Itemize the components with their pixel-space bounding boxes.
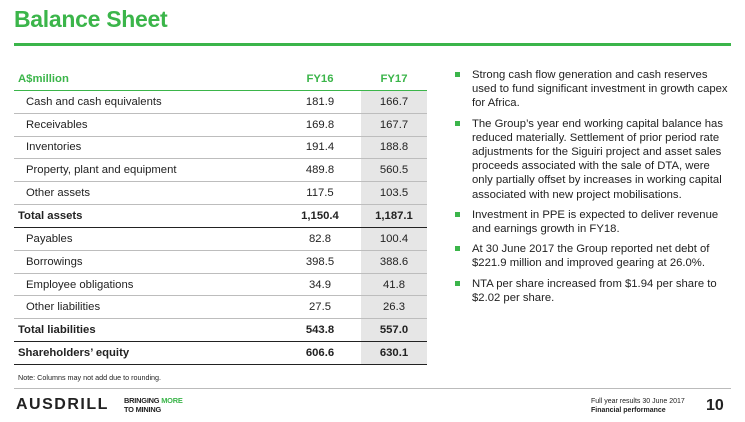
cell-fy16: 606.6 bbox=[305, 347, 335, 360]
list-item bbox=[454, 68, 732, 111]
total-row bbox=[14, 319, 427, 342]
cell-fy17: 167.7 bbox=[361, 113, 427, 136]
commentary-list bbox=[454, 68, 732, 311]
table-row bbox=[14, 182, 427, 205]
cell-fy16: 169.8 bbox=[305, 118, 335, 131]
list-item bbox=[454, 208, 732, 236]
row-label: Receivables bbox=[26, 118, 88, 131]
row-label: Total liabilities bbox=[18, 324, 96, 337]
list-item bbox=[454, 117, 732, 202]
cell-fy17: 630.1 bbox=[361, 342, 427, 365]
section-label: Financial performance bbox=[591, 406, 666, 414]
tagline-accent: MORE bbox=[161, 396, 183, 405]
cell-fy16: 34.9 bbox=[309, 278, 331, 291]
cell-fy17: 41.8 bbox=[361, 273, 427, 296]
tagline-part: TO MINING bbox=[124, 404, 162, 414]
bullet-square-icon bbox=[455, 212, 460, 217]
bullet-square-icon bbox=[455, 281, 460, 286]
bullet-text: Strong cash flow generation and cash reserves used to fund significant investment in growth capex for Africa. bbox=[472, 69, 728, 110]
bullet-square-icon bbox=[455, 72, 460, 77]
bullet-square-icon bbox=[455, 246, 460, 251]
row-label: Other assets bbox=[26, 187, 91, 200]
bullet-text: The Group’s year end working capital balance has reduced materially. Settlement of prior period rate adjustments for the Siguiri project and asset sales proceeds associated with the sale of DTA, were only partially offset by increases in working capital associated with new project mobilisations. bbox=[472, 117, 723, 201]
footer-divider bbox=[14, 388, 731, 389]
table-row bbox=[14, 250, 427, 273]
list-item bbox=[454, 277, 732, 305]
tagline-part: BRINGING bbox=[124, 396, 162, 405]
balance-sheet-table bbox=[14, 68, 427, 365]
title-divider bbox=[14, 43, 731, 46]
row-label: Other liabilities bbox=[26, 301, 101, 314]
table-row bbox=[14, 273, 427, 296]
page-number: 10 bbox=[706, 397, 724, 414]
cell-fy17: 103.5 bbox=[361, 182, 427, 205]
row-label: Cash and cash equivalents bbox=[26, 95, 162, 108]
cell-fy16: 27.5 bbox=[309, 301, 331, 314]
company-logo: AUSDRILL bbox=[16, 396, 109, 413]
cell-fy16: 1,150.4 bbox=[301, 209, 339, 222]
cell-fy16: 117.5 bbox=[306, 187, 334, 200]
cell-fy17: 557.0 bbox=[361, 319, 427, 342]
rounding-note: Note: Columns may not add due to rounding. bbox=[18, 373, 162, 382]
tagline bbox=[124, 397, 183, 414]
cell-fy16: 398.5 bbox=[305, 255, 335, 268]
bullet-square-icon bbox=[455, 121, 460, 126]
cell-fy17: 388.6 bbox=[361, 250, 427, 273]
row-label: Shareholders’ equity bbox=[18, 347, 130, 360]
cell-fy17: 1,187.1 bbox=[361, 205, 427, 228]
table-row bbox=[14, 90, 427, 113]
page-title: Balance Sheet bbox=[14, 6, 168, 32]
bullet-text: NTA per share increased from $1.94 per share to $2.02 per share. bbox=[472, 277, 717, 304]
cell-fy16: 543.8 bbox=[305, 324, 335, 337]
header-fy16: FY16 bbox=[279, 68, 361, 90]
cell-fy17: 26.3 bbox=[361, 296, 427, 319]
bullet-text: At 30 June 2017 the Group reported net debt of $221.9 million and improved gearing at 26.0%. bbox=[472, 243, 710, 270]
row-label: Property, plant and equipment bbox=[26, 164, 177, 177]
table-row bbox=[14, 296, 427, 319]
total-row bbox=[14, 205, 427, 228]
table-row bbox=[14, 113, 427, 136]
list-item bbox=[454, 242, 732, 270]
header-fy17: FY17 bbox=[361, 68, 427, 90]
total-row bbox=[14, 342, 427, 365]
row-label: Borrowings bbox=[26, 255, 83, 268]
row-label: Inventories bbox=[26, 141, 82, 154]
cell-fy17: 100.4 bbox=[361, 227, 427, 250]
table-header-row bbox=[14, 68, 427, 90]
results-label: Full year results 30 June 2017 bbox=[591, 398, 685, 405]
row-label: Total assets bbox=[18, 209, 83, 222]
cell-fy16: 82.8 bbox=[309, 232, 331, 245]
footer-caption bbox=[591, 398, 685, 415]
table-row bbox=[14, 136, 427, 159]
cell-fy16: 191.4 bbox=[305, 141, 335, 154]
row-label: Payables bbox=[26, 232, 73, 245]
cell-fy16: 489.8 bbox=[305, 164, 335, 177]
row-label: Employee obligations bbox=[26, 278, 134, 291]
bullet-text: Investment in PPE is expected to deliver revenue and earnings growth in FY18. bbox=[472, 208, 719, 236]
header-currency: A$million bbox=[14, 68, 279, 90]
table-row bbox=[14, 227, 427, 250]
cell-fy17: 188.8 bbox=[361, 136, 427, 159]
table-row bbox=[14, 159, 427, 182]
cell-fy17: 166.7 bbox=[361, 90, 427, 113]
cell-fy17: 560.5 bbox=[361, 159, 427, 182]
cell-fy16: 181.9 bbox=[305, 95, 335, 108]
